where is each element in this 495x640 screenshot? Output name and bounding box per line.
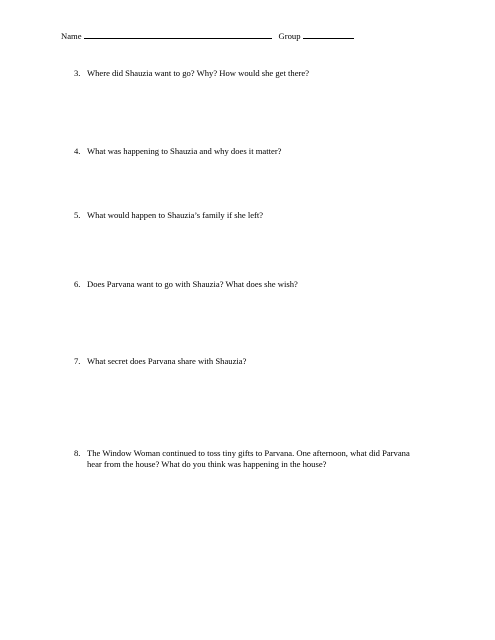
- question-number: 7.: [74, 356, 81, 366]
- name-label: Name: [61, 31, 82, 41]
- question-8: [74, 448, 419, 470]
- group-label: Group: [278, 31, 301, 41]
- name-blank-line: [84, 30, 272, 39]
- question-5: [74, 210, 419, 221]
- question-7: [74, 356, 419, 367]
- question-text: What would happen to Shauzia’s family if she left?: [87, 210, 264, 220]
- question-number: 6.: [74, 279, 81, 289]
- question-4: [74, 146, 419, 157]
- question-text: The Window Woman continued to toss tiny gifts to Parvana. One afternoon, what did Parvana hear from the house? What do you think was happening in the house?: [87, 448, 410, 469]
- question-text: What secret does Parvana share with Shauzia?: [87, 356, 247, 366]
- question-3: [74, 68, 419, 79]
- question-number: 3.: [74, 68, 81, 78]
- group-blank-line: [303, 30, 354, 39]
- worksheet-header: [61, 30, 354, 42]
- question-text: What was happening to Shauzia and why does it matter?: [87, 146, 282, 156]
- question-number: 4.: [74, 146, 81, 156]
- question-text: Does Parvana want to go with Shauzia? What does she wish?: [87, 279, 298, 289]
- question-6: [74, 279, 419, 290]
- question-text: Where did Shauzia want to go? Why? How would she get there?: [87, 68, 310, 78]
- question-number: 5.: [74, 210, 81, 220]
- question-number: 8.: [74, 448, 81, 458]
